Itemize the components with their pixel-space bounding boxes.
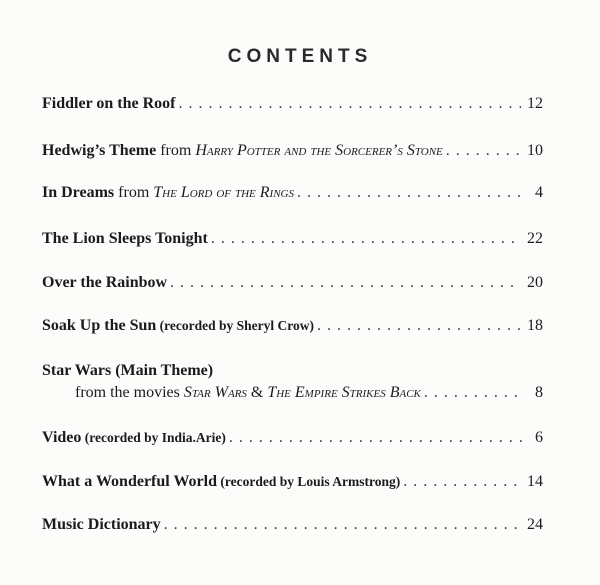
entry-source-empire-strikes-back: The Empire Strikes Back	[267, 384, 421, 401]
entry-recording-note: (recorded by Sheryl Crow)	[156, 318, 315, 333]
page-number: 22	[527, 230, 543, 247]
dot-leader	[446, 141, 521, 161]
page-number: 12	[527, 95, 543, 112]
page-number: 20	[527, 274, 543, 291]
toc-entry-the-lion-sleeps-tonight[interactable]	[42, 229, 543, 249]
entry-title: Music Dictionary	[42, 516, 161, 533]
page-number: 24	[527, 516, 543, 533]
entry-source: The Lord of the Rings	[153, 184, 294, 201]
entry-title: Fiddler on the Roof	[42, 95, 176, 112]
entry-title: In Dreams	[42, 184, 115, 201]
ampersand: &	[246, 384, 268, 401]
entry-title: Hedwig’s Theme	[42, 142, 157, 159]
entry-title: Video	[42, 429, 82, 446]
dot-leader	[170, 273, 521, 293]
page-number: 10	[527, 142, 543, 159]
dot-leader	[211, 229, 521, 249]
dot-leader	[229, 428, 523, 448]
toc-entry-hedwigs-theme[interactable]	[42, 141, 543, 161]
entry-recording-note: (recorded by India.Arie)	[81, 430, 226, 445]
page-number: 8	[535, 384, 543, 401]
entry-title: Over the Rainbow	[42, 274, 168, 291]
page-number: 14	[527, 473, 543, 490]
page-number: 6	[535, 429, 543, 446]
entry-source: Harry Potter and the Sorcerer’s Stone	[195, 142, 443, 159]
entry-recording-note: (recorded by Louis Armstrong)	[217, 474, 401, 489]
toc-entry-fiddler-on-the-roof[interactable]	[42, 94, 543, 114]
entry-source-star-wars: Star Wars	[183, 384, 247, 401]
entry-title: The Lion Sleeps Tonight	[42, 230, 208, 247]
entry-from-text: from	[156, 142, 196, 159]
toc-entry-over-the-rainbow[interactable]	[42, 273, 543, 293]
dot-leader	[403, 472, 521, 492]
dot-leader	[317, 316, 521, 336]
toc-entry-soak-up-the-sun[interactable]	[42, 316, 543, 336]
contents-heading: CONTENTS	[227, 46, 373, 67]
dot-leader	[424, 383, 523, 403]
toc-entry-video[interactable]	[42, 428, 543, 448]
entry-from-text: from the movies	[75, 384, 184, 401]
entry-title: What a Wonderful World	[42, 473, 217, 490]
toc-entry-star-wars-source[interactable]	[75, 383, 543, 403]
dot-leader	[178, 94, 521, 114]
toc-entry-what-a-wonderful-world[interactable]	[42, 472, 543, 492]
dot-leader	[164, 515, 521, 535]
toc-entry-in-dreams[interactable]	[42, 183, 543, 203]
entry-title: Soak Up the Sun	[42, 317, 157, 334]
entry-from-text: from	[114, 184, 154, 201]
dot-leader	[297, 183, 523, 203]
page-number: 18	[527, 317, 543, 334]
toc-entry-star-wars-title[interactable]	[42, 361, 543, 381]
toc-entry-music-dictionary[interactable]	[42, 515, 543, 535]
entry-title: Star Wars (Main Theme)	[42, 362, 214, 379]
page-number: 4	[535, 184, 543, 201]
